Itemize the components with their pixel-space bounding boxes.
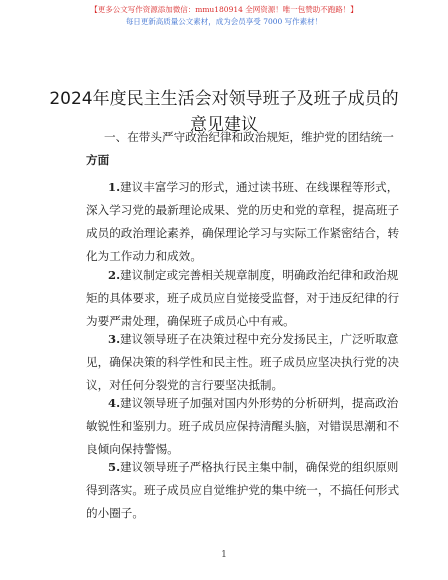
item-line: 建议领导班子严格执行民主集中制，确保党的组织原则 xyxy=(120,460,399,474)
item-line: 深入学习党的最新理论成果、党的历史和党的章程，提高班子 xyxy=(86,203,400,217)
banner-line-2[interactable]: 每日更新高质量公文素材，成为会员享受 7000 写作素材！ xyxy=(125,17,323,26)
suggestion-item-3 xyxy=(86,328,400,397)
item-number: 5. xyxy=(108,460,121,474)
section-heading xyxy=(86,126,394,172)
title-line-1: 2024年度民主生活会对领导班子及班子成员的 xyxy=(49,89,399,109)
item-line: 建议制定或完善相关规章制度，明确政治纪律和政治规 xyxy=(120,268,399,282)
item-line: 见，确保决策的科学性和民主性。班子成员应坚决执行党的决 xyxy=(86,355,400,369)
item-number: 1. xyxy=(108,180,121,194)
promo-banner xyxy=(0,4,448,28)
item-line: 得到落实。班子成员应自觉维护党的集中统一，不搞任何形式 xyxy=(86,483,400,497)
suggestion-item-2 xyxy=(86,264,400,333)
banner-line-1[interactable]: 【更多公文写作资源添加微信：mmu180914 全网资源！唯一包赞助不跑路！】 xyxy=(90,5,358,14)
item-line: 建议丰富学习的形式，通过读书班、在线课程等形式， xyxy=(120,180,399,194)
page-number: 1 xyxy=(221,550,227,560)
suggestion-item-4 xyxy=(86,392,400,461)
section-heading-line-1: 一、在带头严守政治纪律和政治规矩，维护党的团结统一 xyxy=(104,130,394,144)
item-line: 敏锐性和鉴别力。班子成员应保持清醒头脑，对错误思潮和不 xyxy=(86,419,400,433)
item-number: 2. xyxy=(108,268,121,282)
suggestion-item-1 xyxy=(86,176,400,268)
item-line: 矩的具体要求，班子成员应自觉接受监督，对于违反纪律的行 xyxy=(86,291,400,305)
title-line-2: 意见建议 xyxy=(190,115,258,135)
item-line: 成员的政治理论素养，确保理论学习与实际工作紧密结合，转 xyxy=(86,226,400,240)
item-line: 化为工作动力和成效。 xyxy=(86,249,202,263)
item-number: 4. xyxy=(108,396,121,410)
item-line: 为要严肃处理，确保班子成员心中有戒。 xyxy=(86,314,295,328)
item-line: 建议领导班子在决策过程中充分发扬民主，广泛听取意 xyxy=(120,332,399,346)
item-line: 议，对任何分裂党的言行要坚决抵制。 xyxy=(86,378,284,392)
item-line: 建议领导班子加强对国内外形势的分析研判，提高政治 xyxy=(120,396,399,410)
item-line: 良倾向保持警惕。 xyxy=(86,442,179,456)
item-line: 的小圈子。 xyxy=(86,506,144,520)
section-heading-line-2: 方面 xyxy=(86,153,110,167)
item-number: 3. xyxy=(108,332,121,346)
suggestion-item-5 xyxy=(86,456,400,525)
